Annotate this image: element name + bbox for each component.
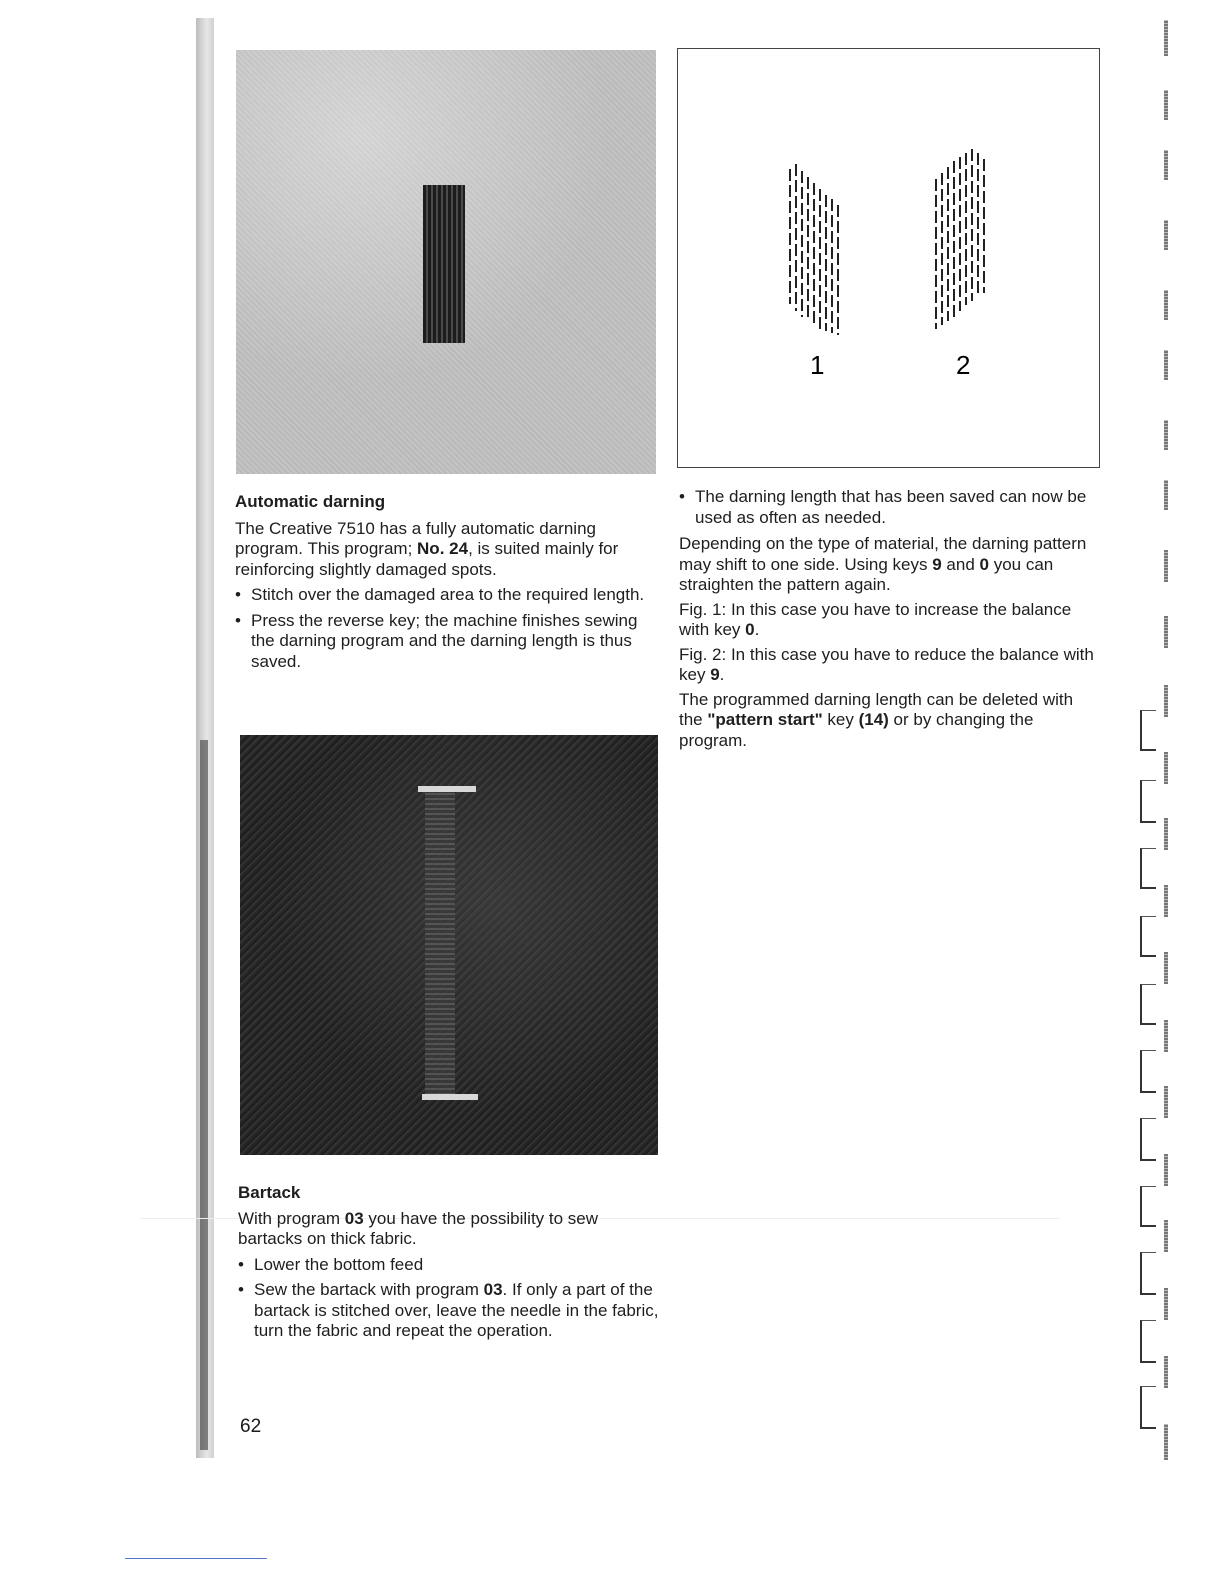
index-tab-edge bbox=[1164, 220, 1168, 250]
index-tab-edge bbox=[1164, 1424, 1168, 1460]
index-tab-edge bbox=[1164, 420, 1168, 450]
index-tab bbox=[1140, 1252, 1156, 1295]
index-tab-edge bbox=[1164, 1220, 1168, 1252]
paragraph: The programmed darning length can be deleted with the "pattern start" key (14) or by changing the program. bbox=[679, 689, 1074, 750]
darning-pattern-diagram bbox=[678, 49, 1099, 467]
index-tab-edge bbox=[1164, 150, 1168, 180]
intro-paragraph: With program 03 you have the possibility to sew bartacks on thick fabric. bbox=[238, 1208, 599, 1248]
index-tab-edge bbox=[1164, 952, 1168, 984]
thumb-index-tabs bbox=[1128, 0, 1188, 1480]
paragraph: Fig. 2: In this case you have to reduce the balance with key 9. bbox=[679, 644, 1094, 684]
figure-label-2: 2 bbox=[956, 350, 971, 380]
page-binding-shadow bbox=[200, 740, 208, 1450]
page-number: 62 bbox=[240, 1416, 262, 1437]
bartack-section bbox=[238, 1183, 660, 1342]
section-heading: Bartack bbox=[238, 1183, 301, 1202]
index-tab bbox=[1140, 848, 1156, 889]
paragraph: Depending on the type of material, the darning pattern may shift to one side. Using keys 9 and 0 you can straighten the pattern again. bbox=[679, 534, 1087, 594]
automatic-darning-section bbox=[235, 492, 657, 672]
index-tab bbox=[1140, 1186, 1156, 1227]
index-tab bbox=[1140, 710, 1156, 751]
bullet-item: • Stitch over the damaged area to the required length. bbox=[235, 585, 657, 606]
index-tab-edge bbox=[1164, 1154, 1168, 1186]
index-tab bbox=[1140, 1050, 1156, 1093]
figure-label-1: 1 bbox=[810, 350, 825, 380]
index-tab bbox=[1140, 1320, 1156, 1363]
footer-rule bbox=[125, 1558, 267, 1559]
index-tab-edge bbox=[1164, 616, 1168, 648]
index-tab-edge bbox=[1164, 550, 1168, 582]
bullet-item: • The darning length that has been saved can now be used as often as needed. bbox=[679, 487, 1101, 528]
index-tab-edge bbox=[1164, 90, 1168, 120]
bullet-item: • Lower the bottom feed bbox=[238, 1255, 660, 1276]
index-tab-edge bbox=[1164, 290, 1168, 320]
index-tab-edge bbox=[1164, 1086, 1168, 1118]
paragraph: Fig. 1: In this case you have to increase the balance with key 0. bbox=[679, 599, 1072, 639]
darning-pattern-figure bbox=[677, 48, 1100, 468]
index-tab bbox=[1140, 1118, 1156, 1161]
darned-patch bbox=[423, 185, 465, 343]
index-tab-edge bbox=[1164, 1020, 1168, 1052]
index-tab bbox=[1140, 780, 1156, 823]
section-heading: Automatic darning bbox=[235, 492, 386, 511]
index-tab-edge bbox=[1164, 1356, 1168, 1388]
index-tab-edge bbox=[1164, 480, 1168, 510]
bartack-top-tack bbox=[418, 786, 476, 792]
index-tab-edge bbox=[1164, 752, 1168, 784]
index-tab-edge bbox=[1164, 685, 1168, 717]
intro-paragraph: The Creative 7510 has a fully automatic darning program. This program; No. 24, is suited mainly for reinforcing slightly damaged spots. bbox=[235, 518, 619, 579]
index-tab-edge bbox=[1164, 818, 1168, 850]
index-tab-edge bbox=[1164, 350, 1168, 380]
index-tab bbox=[1140, 984, 1156, 1025]
index-tab-edge bbox=[1164, 1288, 1168, 1320]
index-tab bbox=[1140, 1386, 1156, 1429]
index-tab-edge bbox=[1164, 20, 1168, 56]
index-tab-edge bbox=[1164, 885, 1168, 917]
index-tab bbox=[1140, 916, 1156, 957]
bullet-item: • Sew the bartack with program 03. If only a part of the bartack is stitched over, leave the needle in the fabric, turn the fabric and repeat the operation. bbox=[238, 1280, 660, 1342]
bullet-item: • Press the reverse key; the machine finishes sewing the darning program and the darning length is thus saved. bbox=[235, 611, 657, 673]
right-column-text bbox=[679, 487, 1101, 751]
bartack-bottom-tack bbox=[422, 1094, 478, 1100]
pattern-fig-1 bbox=[790, 164, 838, 335]
pattern-fig-2 bbox=[936, 149, 984, 329]
bartack-stitch-strip bbox=[425, 790, 455, 1100]
